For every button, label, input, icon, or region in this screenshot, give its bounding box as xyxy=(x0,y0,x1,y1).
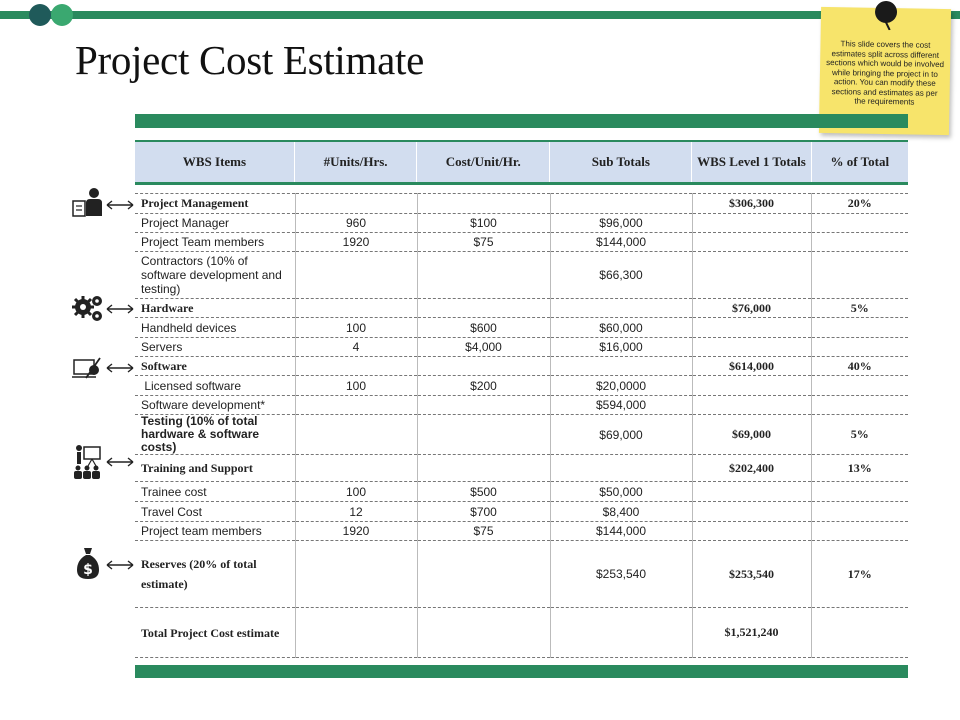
item-label: Handheld devices xyxy=(135,318,295,338)
subtotal-cell xyxy=(550,194,692,214)
item-label: Travel Cost xyxy=(135,502,295,522)
units-cell: 1920 xyxy=(295,233,417,252)
level-total-cell xyxy=(692,376,811,396)
cost-cell: $75 xyxy=(417,522,550,541)
cost-cell: $4,000 xyxy=(417,338,550,357)
table-row xyxy=(135,194,908,214)
percent-cell: 5% xyxy=(811,299,908,318)
grand-total-cell: $1,521,240 xyxy=(692,608,811,658)
sticky-note-text: This slide covers the cost estimates split across different sections which would be involved while bringing the project in to action. You can modify these sections and estimates as per the requirements xyxy=(826,39,945,107)
percent-cell xyxy=(811,608,908,658)
table-row xyxy=(135,318,908,338)
subtotal-cell: $69,000 xyxy=(550,415,692,455)
cost-cell xyxy=(417,455,550,482)
col-header-wbs-level: WBS Level 1 Totals xyxy=(692,142,811,182)
col-header-units: #Units/Hrs. xyxy=(295,142,417,182)
subtotal-cell: $144,000 xyxy=(550,233,692,252)
cost-cell xyxy=(417,252,550,299)
percent-cell xyxy=(811,338,908,357)
item-label: Project team members xyxy=(135,522,295,541)
training-icon xyxy=(72,444,104,480)
percent-cell xyxy=(811,214,908,233)
level-total-cell xyxy=(692,502,811,522)
col-header-percent: % of Total xyxy=(830,154,890,169)
table-row xyxy=(135,233,908,252)
pin-icon xyxy=(869,0,904,30)
level-total-cell xyxy=(692,233,811,252)
cost-cell: $600 xyxy=(417,318,550,338)
item-label: Licensed software xyxy=(135,376,295,396)
percent-cell xyxy=(811,482,908,502)
section-label: Training and Support xyxy=(135,455,295,482)
subtotal-cell: $16,000 xyxy=(550,338,692,357)
level-total-cell xyxy=(692,338,811,357)
double-arrow-icon xyxy=(106,200,134,210)
level-total-cell: $253,540 xyxy=(692,541,811,608)
percent-cell xyxy=(811,376,908,396)
units-cell xyxy=(295,608,417,658)
cost-cell: $500 xyxy=(417,482,550,502)
section-label: Project Management xyxy=(135,194,295,214)
double-arrow-icon xyxy=(106,363,134,373)
item-label: Software development* xyxy=(135,396,295,415)
subtotal-cell xyxy=(550,455,692,482)
level-total-cell xyxy=(692,482,811,502)
level-total-cell xyxy=(692,318,811,338)
cost-cell xyxy=(417,194,550,214)
col-header-cost-unit: Cost/Unit/Hr. xyxy=(417,142,550,182)
table-row xyxy=(135,214,908,233)
table-row xyxy=(135,396,908,415)
page-title: Project Cost Estimate xyxy=(75,37,424,83)
cost-cell xyxy=(417,299,550,318)
subtotal-cell: $96,000 xyxy=(550,214,692,233)
table-row xyxy=(135,541,908,608)
cost-cell xyxy=(417,541,550,608)
item-label: Servers xyxy=(135,338,295,357)
table-top-band xyxy=(135,114,908,128)
table-row xyxy=(135,299,908,318)
percent-cell xyxy=(811,396,908,415)
table-row xyxy=(135,455,908,482)
table-row xyxy=(135,482,908,502)
units-cell xyxy=(295,194,417,214)
subtotal-cell: $8,400 xyxy=(550,502,692,522)
units-cell: 4 xyxy=(295,338,417,357)
table-row xyxy=(135,252,908,299)
units-cell: 960 xyxy=(295,214,417,233)
subtotal-cell: $594,000 xyxy=(550,396,692,415)
section-label: Hardware xyxy=(135,299,295,318)
subtotal-cell: $66,300 xyxy=(550,252,692,299)
cost-cell xyxy=(417,396,550,415)
percent-cell: 40% xyxy=(811,357,908,376)
project-management-icon xyxy=(72,188,104,218)
level-total-cell xyxy=(692,252,811,299)
double-arrow-icon xyxy=(106,457,134,467)
double-arrow-icon xyxy=(106,560,134,570)
table-row xyxy=(135,415,908,455)
cost-cell: $75 xyxy=(417,233,550,252)
software-icon xyxy=(72,356,104,382)
item-label: Project Team members xyxy=(135,233,295,252)
units-cell xyxy=(295,396,417,415)
units-cell xyxy=(295,415,417,455)
item-label: Trainee cost xyxy=(135,482,295,502)
percent-cell xyxy=(811,502,908,522)
units-cell: 100 xyxy=(295,482,417,502)
subtotal-cell: $20,0000 xyxy=(550,376,692,396)
percent-cell: 20% xyxy=(811,194,908,214)
units-cell xyxy=(295,252,417,299)
table-row xyxy=(135,338,908,357)
subtotal-cell xyxy=(550,299,692,318)
units-cell: 100 xyxy=(295,376,417,396)
units-cell xyxy=(295,455,417,482)
col-header-wbs-items: WBS Items xyxy=(135,142,295,182)
percent-cell: 5% xyxy=(811,415,908,455)
percent-cell: 17% xyxy=(811,541,908,608)
section-label: Reserves (20% of total estimate) xyxy=(135,541,295,608)
cost-cell: $100 xyxy=(417,214,550,233)
table-row xyxy=(135,357,908,376)
units-cell xyxy=(295,299,417,318)
level-total-cell xyxy=(692,522,811,541)
subtotal-cell: $144,000 xyxy=(550,522,692,541)
money-bag-icon xyxy=(76,546,100,580)
level-total-cell: $614,000 xyxy=(692,357,811,376)
percent-cell: 13% xyxy=(811,455,908,482)
level-total-cell: $69,000 xyxy=(692,415,811,455)
cost-cell xyxy=(417,415,550,455)
level-total-cell: $306,300 xyxy=(692,194,811,214)
section-label: Software xyxy=(135,357,295,376)
percent-cell xyxy=(811,318,908,338)
cost-cell xyxy=(417,608,550,658)
units-cell: 12 xyxy=(295,502,417,522)
units-cell: 100 xyxy=(295,318,417,338)
item-label: Contractors (10% of software development and testing) xyxy=(135,252,295,299)
cost-cell: $700 xyxy=(417,502,550,522)
units-cell: 1920 xyxy=(295,522,417,541)
units-cell xyxy=(295,541,417,608)
table-bottom-band xyxy=(135,665,908,678)
col-header-sub-totals: Sub Totals xyxy=(550,142,692,182)
level-total-cell xyxy=(692,214,811,233)
subtotal-cell xyxy=(550,357,692,376)
cost-table xyxy=(135,193,908,658)
level-total-cell: $76,000 xyxy=(692,299,811,318)
item-label: Project Manager xyxy=(135,214,295,233)
hardware-gears-icon xyxy=(72,293,104,323)
table-row xyxy=(135,522,908,541)
table-row xyxy=(135,376,908,396)
table-header xyxy=(135,140,908,185)
table-row xyxy=(135,608,908,658)
units-cell xyxy=(295,357,417,376)
subtotal-cell xyxy=(550,608,692,658)
double-arrow-icon xyxy=(106,304,134,314)
level-total-cell: $202,400 xyxy=(692,455,811,482)
item-label: Testing (10% of total hardware & software costs) xyxy=(135,415,295,455)
percent-cell xyxy=(811,233,908,252)
subtotal-cell: $253,540 xyxy=(550,541,692,608)
level-total-cell xyxy=(692,396,811,415)
percent-cell xyxy=(811,252,908,299)
subtotal-cell: $60,000 xyxy=(550,318,692,338)
cost-cell: $200 xyxy=(417,376,550,396)
section-label: Total Project Cost estimate xyxy=(135,608,295,658)
table-row xyxy=(135,502,908,522)
cost-cell xyxy=(417,357,550,376)
subtotal-cell: $50,000 xyxy=(550,482,692,502)
svg-text:$: $ xyxy=(83,562,93,578)
top-decorative-bar xyxy=(0,0,960,30)
percent-cell xyxy=(811,522,908,541)
